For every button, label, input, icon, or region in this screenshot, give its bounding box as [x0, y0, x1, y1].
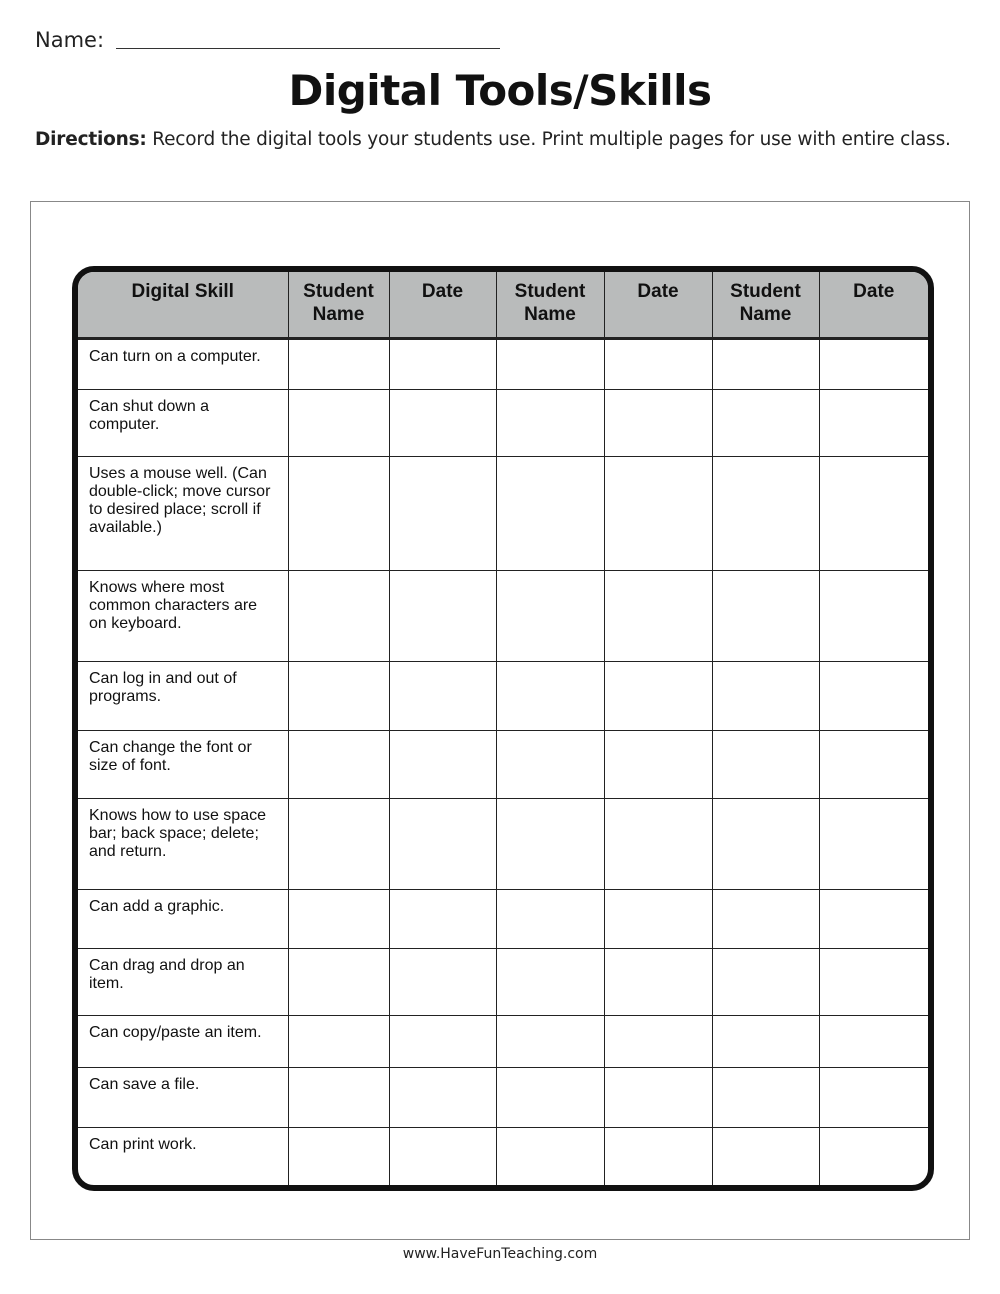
- skill-cell: Knows where most common characters are on keyboard.: [78, 570, 288, 661]
- entry-cell[interactable]: [389, 798, 496, 889]
- column-header-student-name: Student Name: [288, 272, 389, 338]
- entry-cell[interactable]: [288, 570, 389, 661]
- skill-cell: Uses a mouse well. (Can double-click; move cursor to desired place; scroll if available.): [78, 456, 288, 570]
- skill-cell: Can log in and out of programs.: [78, 661, 288, 730]
- column-header-digital-skill: Digital Skill: [78, 272, 288, 338]
- name-write-line[interactable]: [116, 48, 500, 49]
- entry-cell[interactable]: [819, 889, 928, 948]
- skill-cell: Can turn on a computer.: [78, 338, 288, 389]
- entry-cell[interactable]: [604, 948, 712, 1015]
- entry-cell[interactable]: [712, 456, 819, 570]
- table-row: [78, 1067, 928, 1127]
- column-header-date: Date: [389, 272, 496, 338]
- skill-cell: Can change the font or size of font.: [78, 730, 288, 798]
- entry-cell[interactable]: [604, 456, 712, 570]
- entry-cell[interactable]: [496, 798, 604, 889]
- entry-cell[interactable]: [819, 570, 928, 661]
- entry-cell[interactable]: [819, 1015, 928, 1067]
- entry-cell[interactable]: [288, 948, 389, 1015]
- entry-cell[interactable]: [604, 1067, 712, 1127]
- entry-cell[interactable]: [496, 1127, 604, 1185]
- skill-cell: Can shut down a computer.: [78, 389, 288, 456]
- entry-cell[interactable]: [819, 798, 928, 889]
- entry-cell[interactable]: [389, 338, 496, 389]
- entry-cell[interactable]: [604, 338, 712, 389]
- entry-cell[interactable]: [712, 570, 819, 661]
- entry-cell[interactable]: [819, 456, 928, 570]
- entry-cell[interactable]: [288, 338, 389, 389]
- entry-cell[interactable]: [496, 1015, 604, 1067]
- entry-cell[interactable]: [496, 570, 604, 661]
- skill-cell: Can save a file.: [78, 1067, 288, 1127]
- entry-cell[interactable]: [389, 570, 496, 661]
- entry-cell[interactable]: [712, 1127, 819, 1185]
- table-row: [78, 1015, 928, 1067]
- entry-cell[interactable]: [496, 1067, 604, 1127]
- entry-cell[interactable]: [604, 661, 712, 730]
- entry-cell[interactable]: [389, 730, 496, 798]
- column-header-student-name: Student Name: [496, 272, 604, 338]
- entry-cell[interactable]: [288, 389, 389, 456]
- entry-cell[interactable]: [604, 570, 712, 661]
- entry-cell[interactable]: [712, 948, 819, 1015]
- entry-cell[interactable]: [604, 389, 712, 456]
- entry-cell[interactable]: [819, 948, 928, 1015]
- skills-table: [78, 272, 928, 1185]
- table-row: [78, 338, 928, 389]
- page-title: Digital Tools/Skills: [288, 66, 712, 115]
- entry-cell[interactable]: [712, 389, 819, 456]
- entry-cell[interactable]: [496, 948, 604, 1015]
- entry-cell[interactable]: [288, 1127, 389, 1185]
- skill-cell: Can drag and drop an item.: [78, 948, 288, 1015]
- directions-text: Record the digital tools your students use. Print multiple pages for use with entire class.: [146, 129, 951, 150]
- column-header-date: Date: [604, 272, 712, 338]
- entry-cell[interactable]: [496, 338, 604, 389]
- entry-cell[interactable]: [604, 1127, 712, 1185]
- entry-cell[interactable]: [389, 948, 496, 1015]
- table-row: [78, 889, 928, 948]
- name-label: Name:: [35, 28, 105, 52]
- entry-cell[interactable]: [712, 798, 819, 889]
- entry-cell[interactable]: [712, 661, 819, 730]
- entry-cell[interactable]: [389, 889, 496, 948]
- entry-cell[interactable]: [288, 730, 389, 798]
- entry-cell[interactable]: [288, 661, 389, 730]
- table-row: [78, 570, 928, 661]
- entry-cell[interactable]: [496, 889, 604, 948]
- entry-cell[interactable]: [288, 1015, 389, 1067]
- entry-cell[interactable]: [389, 456, 496, 570]
- entry-cell[interactable]: [496, 456, 604, 570]
- skill-cell: Can print work.: [78, 1127, 288, 1185]
- entry-cell[interactable]: [819, 661, 928, 730]
- entry-cell[interactable]: [604, 730, 712, 798]
- directions-label: Directions:: [35, 129, 147, 150]
- table-row: [78, 456, 928, 570]
- skills-table-container: [72, 266, 934, 1191]
- entry-cell[interactable]: [819, 1127, 928, 1185]
- entry-cell[interactable]: [712, 338, 819, 389]
- entry-cell[interactable]: [604, 1015, 712, 1067]
- entry-cell[interactable]: [496, 661, 604, 730]
- footer-website: www.HaveFunTeaching.com: [402, 1246, 598, 1262]
- entry-cell[interactable]: [389, 1127, 496, 1185]
- entry-cell[interactable]: [712, 1015, 819, 1067]
- entry-cell[interactable]: [496, 389, 604, 456]
- table-row: [78, 798, 928, 889]
- table-row: [78, 389, 928, 456]
- skill-cell: Can add a graphic.: [78, 889, 288, 948]
- column-header-student-name: Student Name: [712, 272, 819, 338]
- entry-cell[interactable]: [819, 1067, 928, 1127]
- table-row: [78, 948, 928, 1015]
- table-row: [78, 730, 928, 798]
- entry-cell[interactable]: [288, 456, 389, 570]
- entry-cell[interactable]: [712, 1067, 819, 1127]
- directions: [35, 129, 951, 150]
- entry-cell[interactable]: [288, 1067, 389, 1127]
- entry-cell[interactable]: [389, 1067, 496, 1127]
- entry-cell[interactable]: [389, 661, 496, 730]
- entry-cell[interactable]: [604, 798, 712, 889]
- entry-cell[interactable]: [712, 889, 819, 948]
- entry-cell[interactable]: [712, 730, 819, 798]
- entry-cell[interactable]: [819, 730, 928, 798]
- entry-cell[interactable]: [389, 1015, 496, 1067]
- entry-cell[interactable]: [389, 389, 496, 456]
- entry-cell[interactable]: [604, 889, 712, 948]
- column-header-date: Date: [819, 272, 928, 338]
- table-header-row: [78, 272, 928, 338]
- entry-cell[interactable]: [288, 798, 389, 889]
- entry-cell[interactable]: [496, 730, 604, 798]
- skills-table-body: [78, 338, 928, 1185]
- skill-cell: Can copy/paste an item.: [78, 1015, 288, 1067]
- table-row: [78, 1127, 928, 1185]
- entry-cell[interactable]: [288, 889, 389, 948]
- skill-cell: Knows how to use space bar; back space; delete; and return.: [78, 798, 288, 889]
- entry-cell[interactable]: [819, 389, 928, 456]
- entry-cell[interactable]: [819, 338, 928, 389]
- table-row: [78, 661, 928, 730]
